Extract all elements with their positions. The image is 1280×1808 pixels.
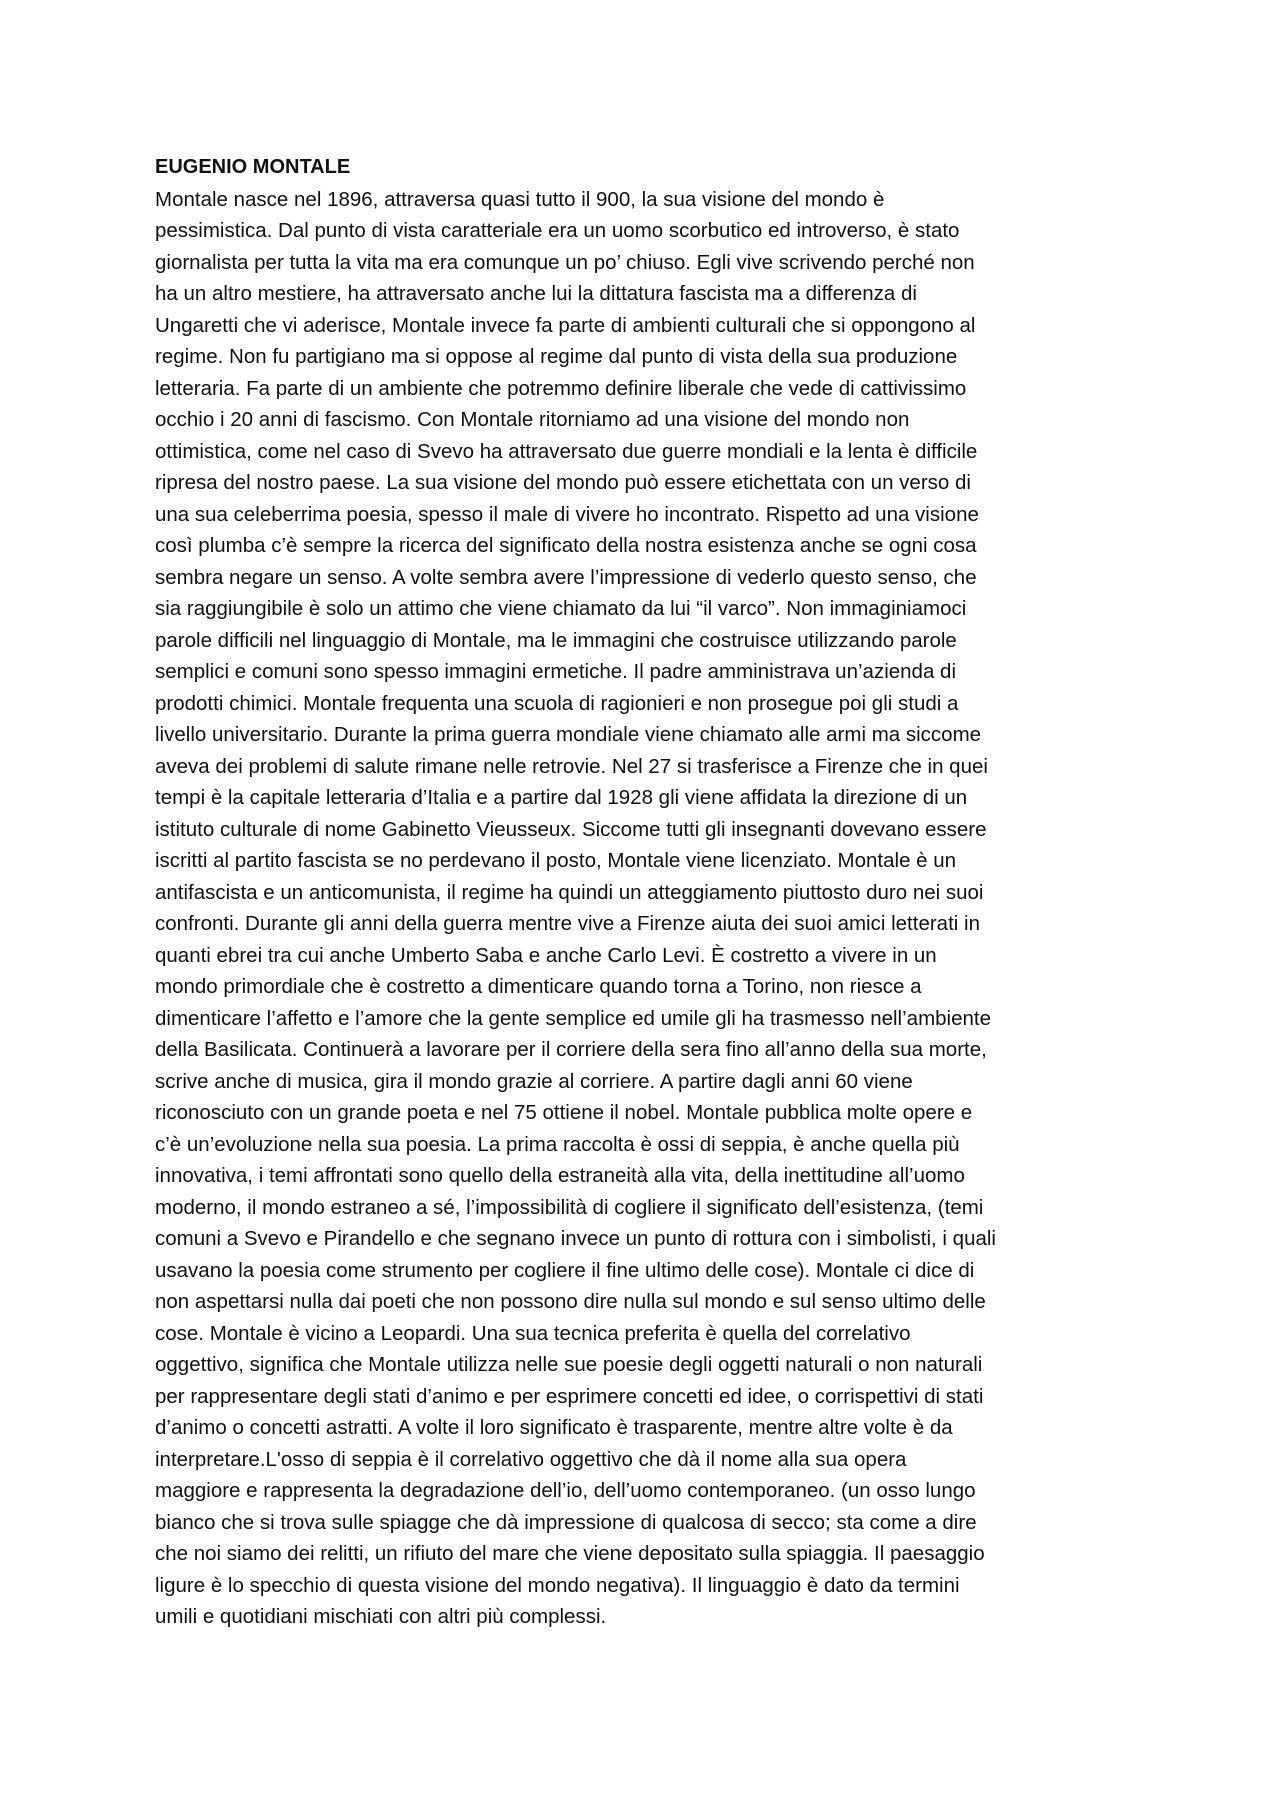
document-body xyxy=(155,184,1140,1633)
body-text-line: maggiore e rappresenta la degradazione dell’io, dell’uomo contemporaneo. (un osso lungo xyxy=(155,1479,976,1502)
body-text-line: che noi siamo dei relitti, un rifiuto del mare che viene depositato sulla spiaggia. Il paesaggio xyxy=(155,1542,985,1565)
body-text-line: letteraria. Fa parte di un ambiente che potremmo definire liberale che vede di cattivissimo xyxy=(155,376,967,400)
body-text-line: interpretare.L'osso di seppia è il correlativo oggettivo che dà il nome alla sua opera xyxy=(155,1447,907,1471)
body-text-line: livello universitario. Durante la prima guerra mondiale viene chiamato alle armi ma siccome xyxy=(155,723,982,746)
body-text-line: della Basilicata. Continuerà a lavorare per il corriere della sera fino all’anno della sua morte, xyxy=(155,1038,987,1061)
body-text-line: così plumba c’è sempre la ricerca del significato della nostra esistenza anche se ogni cosa xyxy=(155,534,977,557)
body-text-line: una sua celeberrima poesia, spesso il male di vivere ho incontrato. Rispetto ad una visione xyxy=(155,502,979,526)
body-text-line: comuni a Svevo e Pirandello e che segnano invece un punto di rottura con i simbolisti, i quali xyxy=(155,1227,996,1250)
body-text-line: aveva dei problemi di salute rimane nelle retrovie. Nel 27 si trasferisce a Firenze che in quei xyxy=(155,754,988,778)
body-text-line: Montale nasce nel 1896, attraversa quasi tutto il 900, la sua visione del mondo è xyxy=(155,187,885,211)
body-text-line: parole difficili nel linguaggio di Montale, ma le immagini che costruisce utilizzando parole xyxy=(155,628,957,652)
body-text-line: giornalista per tutta la vita ma era comunque un po’ chiuso. Egli vive scrivendo perché non xyxy=(155,250,975,274)
body-text-line: confronti. Durante gli anni della guerra mentre vive a Firenze aiuta dei suoi amici letterati in xyxy=(155,912,980,935)
body-text-line: ottimistica, come nel caso di Svevo ha attraversato due guerre mondiali e la lenta è difficile xyxy=(155,439,978,463)
body-text-line: sembra negare un senso. A volte sembra avere l’impressione di vederlo questo senso, che xyxy=(155,565,977,589)
body-text-line: usavano la poesia come strumento per cogliere il fine ultimo delle cose). Montale ci dice di xyxy=(155,1258,975,1282)
body-text-line: pessimistica. Dal punto di vista caratteriale era un uomo scorbutico ed introverso, è stato xyxy=(155,219,960,242)
body-text-line: iscritti al partito fascista se no perdevano il posto, Montale viene licenziato. Montale è un xyxy=(155,849,957,872)
body-text-line: quanti ebrei tra cui anche Umberto Saba e anche Carlo Levi. È costretto a vivere in un xyxy=(155,943,937,967)
body-text-line: regime. Non fu partigiano ma si oppose al regime dal punto di vista della sua produzione xyxy=(155,345,958,368)
body-text-line: sia raggiungibile è solo un attimo che viene chiamato da lui “il varco”. Non immaginiamoci xyxy=(155,597,967,620)
body-text-line: mondo primordiale che è costretto a dimenticare quando torna a Torino, non riesce a xyxy=(155,975,922,998)
body-text-line: moderno, il mondo estraneo a sé, l’impossibilità di cogliere il significato dell’esistenza, (temi xyxy=(155,1195,984,1219)
body-text-line: ha un altro mestiere, ha attraversato anche lui la dittatura fascista ma a differenza di xyxy=(155,282,917,305)
body-text-line: antifascista e un anticomunista, il regime ha quindi un atteggiamento piuttosto duro nei suoi xyxy=(155,880,984,904)
body-text-line: ligure è lo specchio di questa visione del mondo negativa). Il linguaggio è dato da termini xyxy=(155,1573,960,1597)
document-page xyxy=(155,152,1140,1633)
body-text-line: c’è un’evoluzione nella sua poesia. La prima raccolta è ossi di seppia, è anche quella più xyxy=(155,1132,960,1156)
body-text-line: prodotti chimici. Montale frequenta una scuola di ragionieri e non prosegue poi gli studi a xyxy=(155,691,959,715)
body-text-line: umili e quotidiani mischiati con altri più complessi. xyxy=(155,1605,607,1628)
body-text-line: per rappresentare degli stati d’animo e per esprimere concetti ed idee, o corrispettivi di stati xyxy=(155,1384,984,1408)
body-text-line: cose. Montale è vicino a Leopardi. Una sua tecnica preferita è quella del correlativo xyxy=(155,1321,911,1345)
body-text-line: oggettivo, significa che Montale utilizza nelle sue poesie degli oggetti naturali o non naturali xyxy=(155,1353,983,1376)
body-text-line: innovativa, i temi affrontati sono quello della estraneità alla vita, della inettitudine all’uomo xyxy=(155,1164,965,1187)
body-text-line: semplici e comuni sono spesso immagini ermetiche. Il padre amministrava un’azienda di xyxy=(155,660,957,683)
body-text-line: non aspettarsi nulla dai poeti che non possono dire nulla sul mondo e sul senso ultimo delle xyxy=(155,1290,986,1313)
body-text-line: occhio i 20 anni di fascismo. Con Montale ritorniamo ad una visione del mondo non xyxy=(155,408,910,431)
body-text-line: ripresa del nostro paese. La sua visione del mondo può essere etichettata con un verso di xyxy=(155,471,971,494)
body-text-line: Ungaretti che vi aderisce, Montale invece fa parte di ambienti culturali che si oppongono al xyxy=(155,313,976,337)
body-text-line: riconosciuto con un grande poeta e nel 75 ottiene il nobel. Montale pubblica molte opere e xyxy=(155,1101,973,1124)
body-text-line: tempi è la capitale letteraria d’Italia e a partire dal 1928 gli viene affidata la direzione di un xyxy=(155,786,968,809)
document-title: EUGENIO MONTALE xyxy=(155,156,351,178)
body-text-line: dimenticare l’affetto e l’amore che la gente semplice ed umile gli ha trasmesso nell’ambiente xyxy=(155,1006,991,1030)
body-text-line: bianco che si trova sulle spiagge che dà impressione di qualcosa di secco; sta come a dire xyxy=(155,1510,977,1534)
body-text-line: d’animo o concetti astratti. A volte il loro significato è trasparente, mentre altre volte è da xyxy=(155,1416,953,1439)
body-text-line: scrive anche di musica, gira il mondo grazie al corriere. A partire dagli anni 60 viene xyxy=(155,1069,913,1093)
body-text-line: istituto culturale di nome Gabinetto Vieusseux. Siccome tutti gli insegnanti dovevano essere xyxy=(155,817,987,841)
